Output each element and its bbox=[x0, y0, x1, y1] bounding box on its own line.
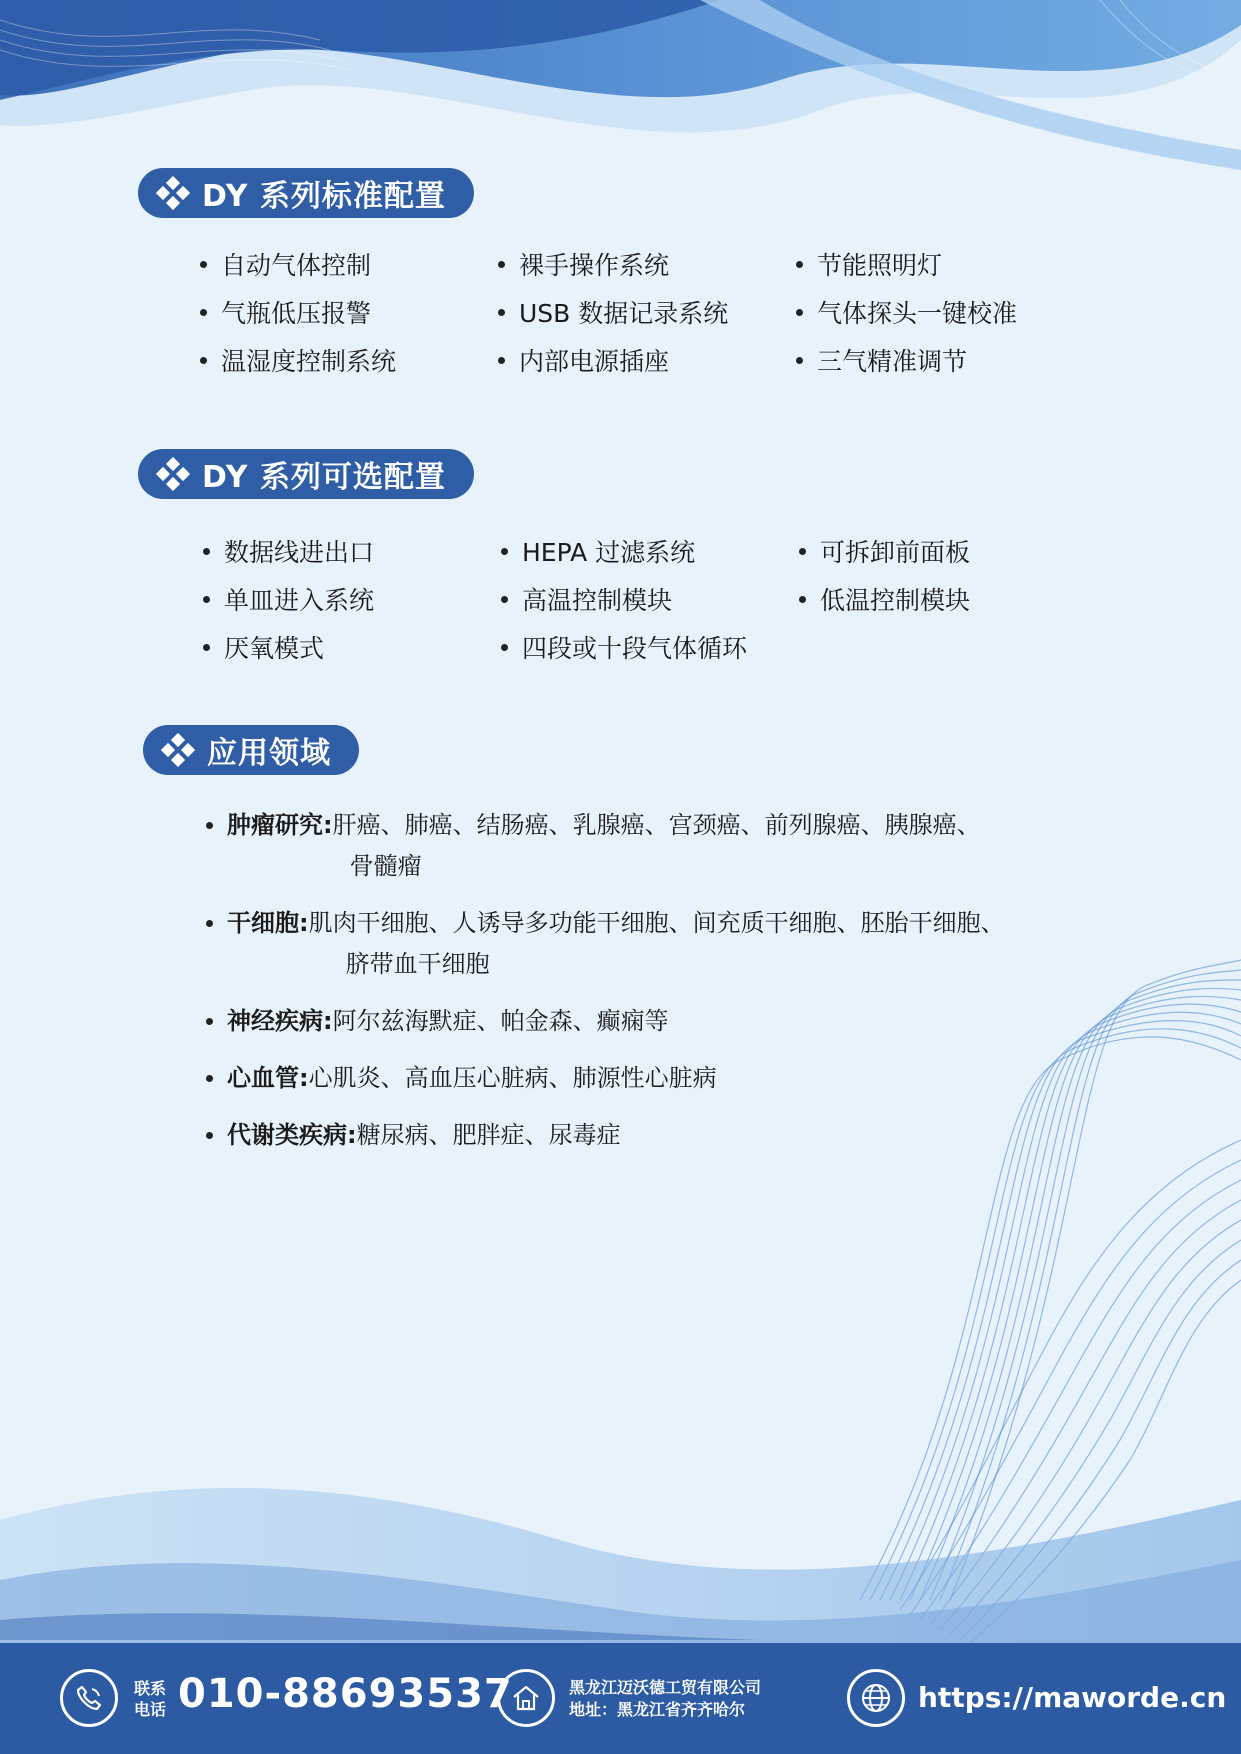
item-text: USB 数据记录系统 bbox=[519, 299, 729, 328]
item-text-continuation: 骨髓瘤 bbox=[349, 852, 422, 880]
item-label: 心血管: bbox=[227, 1064, 309, 1092]
standard-config-list bbox=[200, 249, 1100, 375]
section-header-standard bbox=[138, 168, 474, 218]
item-text: HEPA 过滤系统 bbox=[522, 538, 696, 567]
item-text: 三气精准调节 bbox=[817, 347, 968, 376]
list-item bbox=[203, 632, 501, 662]
item-text: 阿尔兹海默症、帕金森、癫痫等 bbox=[332, 1007, 669, 1035]
diamond-icon bbox=[161, 733, 195, 767]
item-text: 数据线进出口 bbox=[224, 538, 375, 567]
item-text: 气体探头一键校准 bbox=[817, 299, 1018, 328]
item-text: 高温控制模块 bbox=[522, 586, 673, 615]
bullet-icon bbox=[206, 920, 213, 927]
bullet-icon bbox=[200, 261, 207, 268]
bullet-icon bbox=[206, 1018, 213, 1025]
bullet-icon bbox=[206, 822, 213, 829]
item-text: 厌氧模式 bbox=[224, 634, 325, 663]
bullet-icon bbox=[206, 1075, 213, 1082]
phone-label-line2: 电话 bbox=[134, 1700, 167, 1719]
bullet-icon bbox=[206, 1132, 213, 1139]
item-text: 自动气体控制 bbox=[221, 251, 372, 280]
company-name: 黑龙江迈沃德工贸有限公司 bbox=[569, 1678, 762, 1697]
list-item bbox=[501, 536, 799, 566]
item-label: 神经疾病: bbox=[227, 1007, 333, 1035]
bullet-icon bbox=[799, 548, 806, 555]
item-label: 干细胞: bbox=[227, 909, 309, 937]
item-label: 代谢类疾病: bbox=[227, 1121, 357, 1149]
list-item bbox=[200, 249, 498, 279]
bullet-icon bbox=[501, 644, 508, 651]
list-item bbox=[203, 536, 501, 566]
phone-icon bbox=[60, 1669, 118, 1727]
bullet-icon bbox=[200, 357, 207, 364]
diamond-icon bbox=[156, 176, 190, 210]
list-item bbox=[206, 1001, 1056, 1042]
list-item bbox=[799, 536, 1097, 566]
item-text-line: 肝癌、肺癌、结肠癌、乳腺癌、宫颈癌、前列腺癌、胰腺癌、 bbox=[332, 811, 981, 839]
section-title: DY 系列可选配置 bbox=[202, 460, 446, 495]
item-text: 裸手操作系统 bbox=[519, 251, 670, 280]
list-item bbox=[498, 345, 796, 375]
item-label: 肿瘤研究: bbox=[227, 811, 333, 839]
list-item bbox=[206, 805, 1056, 887]
diamond-icon bbox=[156, 457, 190, 491]
website-link[interactable]: https://maworde.cn bbox=[918, 1681, 1227, 1714]
section-title: 应用领域 bbox=[207, 736, 331, 771]
phone-number[interactable]: 010-88693537 bbox=[178, 1671, 513, 1717]
item-text: 温湿度控制系统 bbox=[221, 347, 397, 376]
item-text: 气瓶低压报警 bbox=[221, 299, 372, 328]
bullet-icon bbox=[498, 357, 505, 364]
optional-config-list bbox=[203, 536, 1103, 662]
item-text bbox=[333, 805, 1056, 887]
footer bbox=[0, 1643, 1241, 1754]
item-text-continuation: 脐带血干细胞 bbox=[345, 950, 490, 978]
item-text: 四段或十段气体循环 bbox=[522, 634, 748, 663]
list-item bbox=[203, 584, 501, 614]
bullet-icon bbox=[498, 261, 505, 268]
list-item bbox=[796, 345, 1094, 375]
home-icon bbox=[497, 1669, 555, 1727]
phone-label-line1: 联系 bbox=[134, 1679, 167, 1698]
bullet-icon bbox=[796, 357, 803, 364]
section-title: DY 系列标准配置 bbox=[202, 179, 446, 214]
item-text: 单皿进入系统 bbox=[224, 586, 375, 615]
list-item bbox=[799, 584, 1097, 614]
section-header-optional bbox=[138, 449, 474, 499]
bullet-icon bbox=[203, 596, 210, 603]
bullet-icon bbox=[200, 309, 207, 316]
list-item bbox=[206, 903, 1056, 985]
list-item bbox=[206, 1058, 1056, 1099]
list-item bbox=[501, 584, 799, 614]
bullet-icon bbox=[498, 309, 505, 316]
item-text: 糖尿病、肥胖症、尿毒症 bbox=[356, 1121, 621, 1149]
bullet-icon bbox=[799, 596, 806, 603]
item-text: 内部电源插座 bbox=[519, 347, 670, 376]
home-glyph bbox=[510, 1682, 542, 1714]
item-text: 心肌炎、高血压心脏病、肺源性心脏病 bbox=[308, 1064, 717, 1092]
item-text: 节能照明灯 bbox=[817, 251, 943, 280]
list-item bbox=[796, 297, 1094, 327]
list-item bbox=[498, 297, 796, 327]
item-text-line: 肌肉干细胞、人诱导多功能干细胞、间充质干细胞、胚胎干细胞、 bbox=[308, 909, 1005, 937]
bullet-icon bbox=[203, 548, 210, 555]
list-item bbox=[206, 1115, 1056, 1156]
list-item bbox=[200, 297, 498, 327]
phone-glyph bbox=[73, 1682, 105, 1714]
bullet-icon bbox=[796, 309, 803, 316]
list-item bbox=[498, 249, 796, 279]
bullet-icon bbox=[501, 596, 508, 603]
list-item bbox=[796, 249, 1094, 279]
bullet-icon bbox=[203, 644, 210, 651]
list-item bbox=[200, 345, 498, 375]
list-item bbox=[501, 632, 799, 662]
section-header-applications bbox=[143, 725, 359, 775]
bullet-icon bbox=[501, 548, 508, 555]
globe-glyph bbox=[859, 1681, 893, 1715]
bullet-icon bbox=[796, 261, 803, 268]
company-address: 地址：黑龙江省齐齐哈尔 bbox=[569, 1700, 746, 1719]
applications-list bbox=[206, 805, 1056, 1172]
item-text bbox=[309, 903, 1056, 985]
item-text: 可拆卸前面板 bbox=[820, 538, 971, 567]
item-text: 低温控制模块 bbox=[820, 586, 971, 615]
globe-icon bbox=[847, 1669, 905, 1727]
